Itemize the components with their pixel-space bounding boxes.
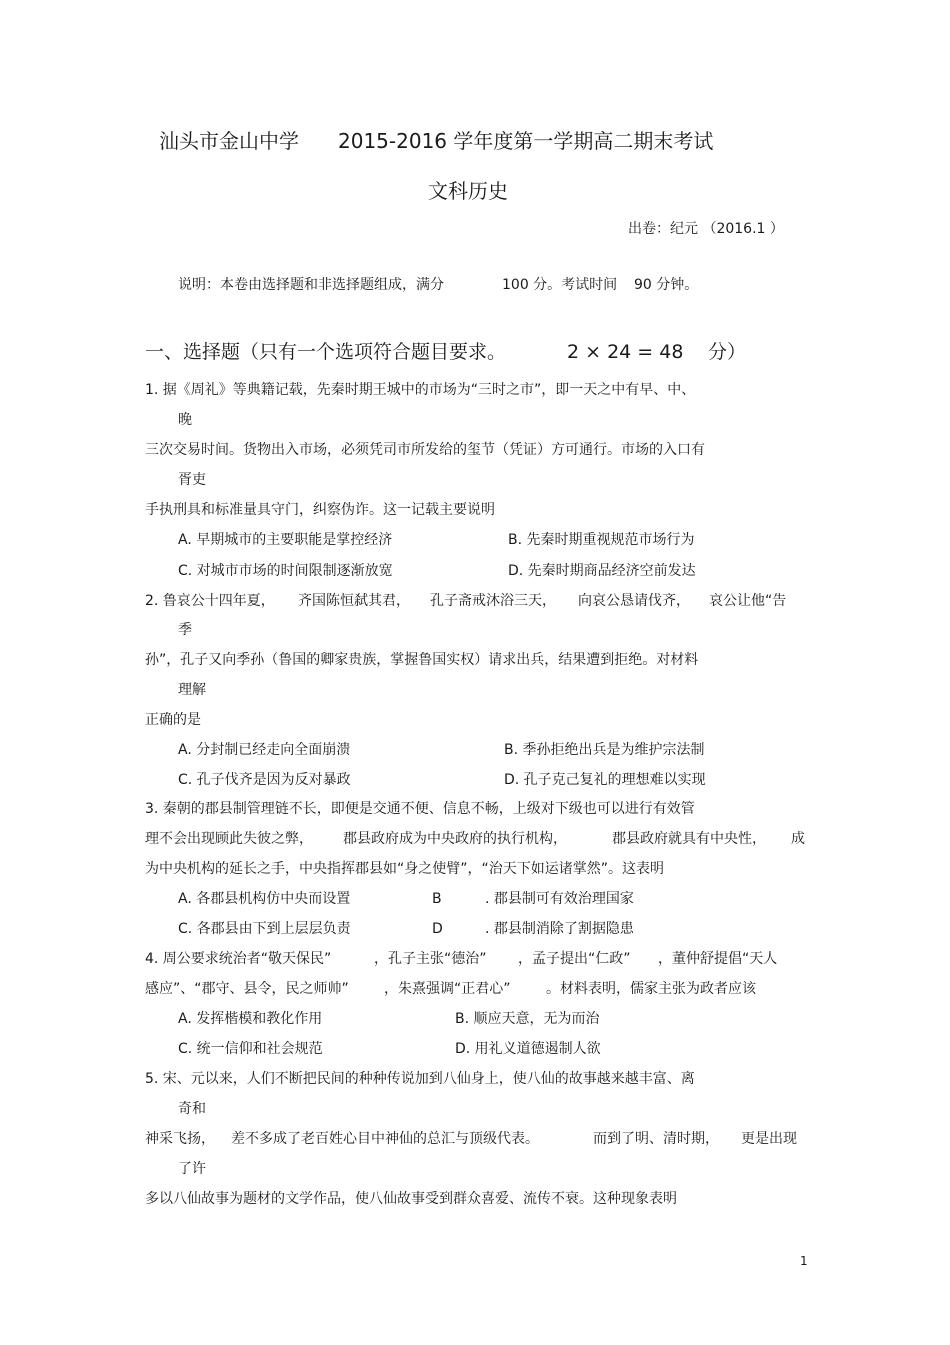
question-2-line-1b: 齐国陈恒弑其君， [298, 593, 410, 609]
question-2-line-1a: 2. 鲁哀公十四年夏， [145, 593, 275, 609]
question-2-line-3: 孙”，孔子又向季孙（鲁国的卿家贵族，掌握鲁国实权）请求出兵，结果遭到拒绝。对材料 [145, 652, 699, 668]
question-1-option-a: A. 早期城市的主要职能是掌控经济 [178, 532, 393, 548]
question-3-option-c: C. 各郡县由下到上层层负责 [178, 921, 351, 937]
question-1-line-5: 手执刑具和标准量具守门，纠察伪诈。这一记载主要说明 [145, 502, 495, 518]
question-2-line-5: 正确的是 [145, 712, 201, 728]
instructions-part-1: 说明：本卷由选择题和非选择题组成，满分 [178, 277, 444, 293]
question-5-line-2: 奇和 [178, 1101, 206, 1117]
question-1-line-2: 晚 [178, 412, 192, 428]
question-4-option-d: D. 用礼义道德遏制人欲 [455, 1041, 601, 1057]
question-3-line-1: 3. 秦朝的郡县制管理链不长，即便是交通不便、信息不畅，上级对下级也可以进行有效管 [145, 801, 695, 817]
question-3-line-2a: 理不会出现顾此失彼之弊， [145, 831, 313, 847]
question-5-line-1: 5. 宋、元以来，人们不断把民间的种种传说加到八仙身上，使八仙的故事越来越丰富、离 [145, 1071, 695, 1087]
question-2-option-d: D. 孔子克己复礼的理想难以实现 [504, 772, 706, 788]
question-5-line-3b: 差不多成了老百姓心目中神仙的总汇与顶级代表。 [231, 1131, 539, 1147]
question-1-option-b: B. 先秦时期重视规范市场行为 [508, 532, 695, 548]
page-number: 1 [800, 1254, 808, 1268]
question-4-line-2b: ，朱熹强调“正君心” [384, 981, 511, 997]
question-2-line-1d: 向哀公恳请伐齐， [578, 593, 690, 609]
exam-school: 汕头市金山中学 [159, 129, 299, 153]
question-5-line-3d: 更是出现 [741, 1131, 797, 1147]
question-1-option-d: D. 先秦时期商品经济空前发达 [508, 563, 696, 579]
question-4-line-1d: ，董仲舒提倡“天人 [658, 951, 778, 967]
question-4-line-1b: ，孔子主张“德治” [374, 951, 487, 967]
question-2-option-b: B. 季孙拒绝出兵是为维护宗法制 [504, 742, 705, 758]
question-5-line-4: 了许 [178, 1161, 206, 1177]
question-3-line-2d: 成 [791, 831, 805, 847]
question-4-line-2a: 感应”、“郡守、县令，民之师帅” [145, 981, 349, 997]
question-4-line-1a: 4. 周公要求统治者“敬天保民” [145, 951, 332, 967]
question-2-line-4: 理解 [178, 682, 206, 698]
question-1-option-c: C. 对城市市场的时间限制逐渐放宽 [178, 563, 393, 579]
section-heading-score: 2 × 24 = 48 [567, 341, 684, 363]
exam-title: 2015-2016 学年度第一学期高二期末考试 [338, 129, 714, 153]
question-4-line-1c: ，孟子提出“仁政” [518, 951, 631, 967]
question-3-line-3: 为中央机构的延长之手，中央指挥郡县如“身之使臂”，“治天下如运诸掌然”。这表明 [145, 861, 665, 877]
question-5-line-5: 多以八仙故事为题材的文学作品，使八仙故事受到群众喜爱、流传不衰。这种现象表明 [145, 1191, 677, 1207]
question-2-line-2: 季 [178, 622, 192, 638]
instructions-part-3: 90 分钟。 [634, 277, 699, 293]
question-2-line-1c: 孔子斋戒沐浴三天， [430, 593, 556, 609]
question-1-line-3: 三次交易时间。货物出入市场，必须凭司市所发给的玺节（凭证）方可通行。市场的入口有 [145, 442, 705, 458]
question-4-option-b: B. 顺应天意，无为而治 [455, 1011, 600, 1027]
question-3-line-2c: 郡县政府就具有中央性， [612, 831, 766, 847]
question-4-option-a: A. 发挥楷模和教化作用 [178, 1011, 323, 1027]
question-2-line-1e: 哀公让他“告 [709, 593, 787, 609]
question-1-line-1: 1. 据《周礼》等典籍记载，先秦时期王城中的市场为“三时之市”，即一天之中有早、中、 [145, 382, 696, 398]
question-2-option-a: A. 分封制已经走向全面崩溃 [178, 742, 351, 758]
instructions-part-2: 100 分。考试时间 [502, 277, 618, 293]
section-heading-unit: 分） [708, 341, 747, 363]
question-5-line-3c: 而到了明、清时期， [593, 1131, 719, 1147]
question-3-option-d: . 郡县制消除了割据隐患 [485, 921, 634, 937]
question-3-option-b-letter: B [432, 891, 442, 907]
question-1-line-4: 胥吏 [178, 472, 206, 488]
question-2-option-c: C. 孔子伐齐是因为反对暴政 [178, 772, 351, 788]
section-heading: 一、选择题（只有一个选项符合题目要求。 [145, 341, 507, 363]
question-4-option-c: C. 统一信仰和社会规范 [178, 1041, 323, 1057]
question-3-line-2b: 郡县政府成为中央政府的执行机构， [343, 831, 567, 847]
exam-author: 出卷：纪元 （2016.1 ） [628, 221, 784, 237]
question-3-option-a: A. 各郡县机构仿中央而设置 [178, 891, 351, 907]
question-5-line-3a: 神采飞扬， [145, 1131, 215, 1147]
page-subtitle: 文科历史 [428, 179, 508, 203]
question-3-option-b: . 郡县制可有效治理国家 [485, 891, 634, 907]
question-4-line-2c: 。材料表明，儒家主张为政者应该 [546, 981, 756, 997]
question-3-option-d-letter: D [432, 921, 443, 937]
